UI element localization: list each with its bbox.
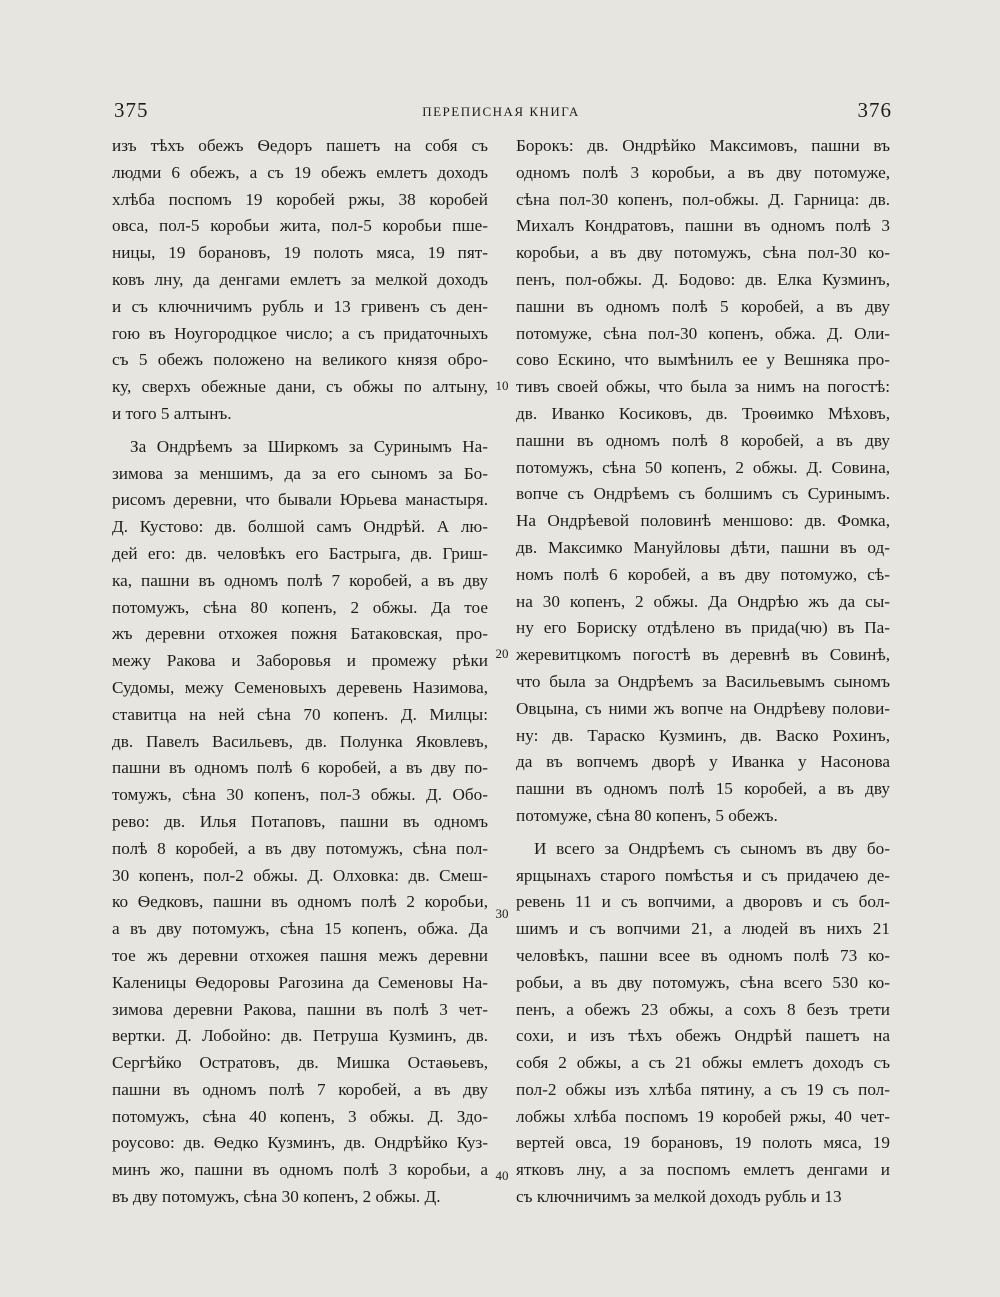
text-line: что была за Ондрѣемъ за Васильевымъ сыномъ — [516, 671, 890, 691]
text-line: Судомы, межу Семеновыхъ деревень Назимова, — [112, 677, 488, 697]
text-line: Борокъ: дв. Ондрѣйко Максимовъ, пашни въ — [516, 136, 890, 155]
text-line: пашни въ одномъ полѣ 8 коробей, а въ дву — [516, 430, 890, 450]
text-line: дей его: дв. человѣкъ его Бастрыга, дв. Гриш- — [112, 543, 488, 563]
text-line: ну: дв. Тараско Кузминъ, дв. Васко Рохинъ, — [516, 725, 890, 745]
text-line: За Ондрѣемъ за Ширкомъ за Суринымъ На- — [130, 436, 488, 456]
text-line: потомужъ, сѣна 80 копенъ, 2 обжы. Да тое — [112, 597, 488, 617]
text-line: сово Ескино, что вымѣнилъ ее у Вешняка про- — [516, 350, 890, 370]
text-line: зимова деревни Ракова, пашни въ полѣ 3 чет- — [112, 999, 488, 1019]
text-line: и того 5 алтынъ. — [112, 403, 232, 423]
text-line: сѣна пол-30 копенъ, пол-обжы. Д. Гарница: дв. — [516, 189, 890, 209]
line-marker: 10 — [495, 378, 509, 393]
text-line: Михалъ Кондратовъ, пашни въ одномъ полѣ 3 — [516, 216, 890, 236]
line-marker: 40 — [495, 1168, 509, 1183]
page-header — [108, 98, 894, 128]
text-line: рево: дв. Илья Потаповъ, пашни въ одномъ — [112, 811, 488, 831]
text-line: пол-2 обжы изъ хлѣба пятину, а съ 19 съ пол- — [516, 1079, 890, 1099]
text-line: сохи, и изъ тѣхъ обежъ Ондрѣй пашетъ на — [516, 1026, 890, 1046]
text-line: ятковъ лну, а за поспомъ емлетъ денгами и — [516, 1160, 890, 1180]
text-line: дв. Максимко Мануйловы дѣти, пашни въ од- — [516, 537, 890, 557]
text-line: зимова за меншимъ, да за его сыномъ за Бо- — [112, 463, 488, 483]
text-line: ярщынахъ старого помѣстья и съ придачею де- — [516, 865, 890, 885]
left-text-column — [112, 133, 488, 1211]
text-line: Д. Кустово: дв. болшой самъ Ондрѣй. А лю- — [112, 517, 488, 537]
text-line: пенъ, а обежъ 23 обжы, а сохъ 8 безъ трети — [516, 999, 890, 1019]
text-line: пашни въ одномъ полѣ 15 коробей, а въ дву — [516, 779, 890, 799]
text-line: пенъ, пол-обжы. Д. Бодово: дв. Елка Кузминъ, — [516, 269, 890, 289]
text-line: на 30 копенъ, 2 обжы. Да Ондрѣю жъ да сы- — [516, 591, 890, 611]
text-line: тое жъ деревни отхожея пашня межъ деревни — [112, 945, 488, 965]
text-line: ревень 11 и съ вопчими, а дворовъ и съ бол- — [516, 892, 890, 912]
text-line: ко Ѳедковъ, пашни въ одномъ полѣ 2 коробьи, — [112, 892, 488, 912]
text-line: жъ деревни отхожея пожня Батаковская, про- — [112, 624, 488, 644]
text-line: человѣкъ, пашни всее въ одномъ полѣ 73 ко- — [516, 945, 890, 965]
text-line: ку, сверхъ обежные дани, съ обжы по алтыну, — [112, 377, 488, 397]
text-line: вопче съ Ондрѣемъ съ болшимъ съ Суринымъ. — [516, 484, 890, 504]
text-line: потомуже, сѣна 80 копенъ, 5 обежъ. — [516, 805, 778, 825]
line-marker: 30 — [495, 906, 509, 921]
text-line: собя 2 обжы, а съ 21 обжы емлетъ доходъ съ — [516, 1053, 890, 1073]
text-line: тивъ своей обжы, что была за нимъ на погостѣ: — [516, 377, 890, 397]
text-line: вертки. Д. Лобойно: дв. Петруша Кузминъ, дв. — [112, 1026, 488, 1046]
text-line: 30 копенъ, пол-2 обжы. Д. Олховка: дв. Смеш- — [112, 865, 488, 885]
text-line: людми 6 обежъ, а съ 19 обежъ емлетъ доходъ — [112, 162, 488, 182]
text-line: въ дву потомужъ, сѣна 30 копенъ, 2 обжы. Д. — [112, 1187, 441, 1207]
text-line: дв. Павелъ Васильевъ, дв. Полунка Яковлевъ, — [112, 731, 488, 751]
right-text-column — [516, 133, 890, 1211]
text-line: коробьи, а въ дву потомужъ, сѣна пол-30 ко- — [516, 243, 890, 263]
text-line: И всего за Ондрѣемъ съ сыномъ въ дву бо- — [534, 838, 890, 858]
text-line: Каленицы Ѳедоровы Рагозина да Семеновы На- — [112, 972, 488, 992]
text-line: потомужъ, сѣна 50 копенъ, 2 обжы. Д. Совина, — [516, 457, 890, 477]
text-line: ставитца на ней сѣна 70 копенъ. Д. Милцы: — [112, 704, 488, 724]
text-line: межу Ракова и Заборовья и промежу рѣки — [112, 651, 488, 671]
text-line: съ 5 обежъ положено на великого князя обро- — [112, 350, 488, 370]
text-line: вертей овса, 19 борановъ, 19 полоть мяса, 19 — [516, 1133, 890, 1153]
text-line: номъ полѣ 6 коробей, а въ дву потомужо, сѣ- — [516, 564, 890, 584]
text-line: На Ондрѣевой половинѣ меншово: дв. Фомка, — [516, 511, 890, 531]
text-line: ка, пашни въ одномъ полѣ 7 коробей, а въ дву — [112, 570, 488, 590]
text-line: лобжы хлѣба поспомъ 19 коробей ржы, 40 чет- — [516, 1106, 890, 1126]
text-line: пашни въ одномъ полѣ 7 коробей, а въ дву — [112, 1079, 488, 1099]
text-line: дв. Иванко Косиковъ, дв. Троѳимко Мѣховъ, — [516, 403, 890, 423]
right-page-number: 376 — [857, 98, 892, 122]
text-line: пашни въ одномъ полѣ 5 коробей, а въ дву — [516, 296, 890, 316]
text-line: робьи, а въ дву потомужъ, сѣна всего 530 ко- — [516, 972, 890, 992]
text-line: одномъ полѣ 3 коробьи, а въ дву потомуже, — [516, 162, 890, 182]
text-line: ковъ лну, да денгами емлетъ за мелкой доходъ — [112, 269, 488, 289]
text-line: ницы, 19 борановъ, 19 полоть мяса, 19 пят- — [112, 243, 488, 263]
text-line: томужъ, сѣна 30 копенъ, пол-3 обжы. Д. Обо- — [112, 785, 488, 805]
text-line: жеревитцкомъ погостѣ въ деревнѣ въ Совинѣ, — [516, 645, 890, 665]
text-line: полѣ 8 коробей, а въ дву потомужъ, сѣна пол- — [112, 838, 488, 858]
text-line: хлѣба поспомъ 19 коробей ржы, 38 коробей — [112, 189, 488, 209]
text-line: съ ключничимъ за мелкой доходъ рубль и 13 — [516, 1187, 842, 1207]
text-line: роусово: дв. Ѳедко Кузминъ, дв. Ондрѣйко Куз- — [112, 1133, 488, 1153]
text-line: Овцына, съ ними жъ вопче на Ондрѣеву полови- — [516, 698, 890, 718]
text-line: шимъ и съ вопчими 21, а людей въ нихъ 21 — [516, 919, 890, 939]
text-line: а въ дву потомужъ, сѣна 15 копенъ, обжа. Да — [112, 919, 488, 939]
text-line: минъ жо, пашни въ одномъ полѣ 3 коробьи, а — [112, 1160, 488, 1180]
text-line: рисомъ деревни, что бывали Юрьева манастыря. — [112, 490, 488, 510]
text-line: и съ ключничимъ рубль и 13 гривенъ съ ден- — [112, 296, 488, 316]
running-title: ПЕРЕПИСНАЯ КНИГА — [422, 104, 580, 119]
text-line: пашни въ одномъ полѣ 6 коробей, а въ дву по- — [112, 758, 488, 778]
text-line: Сергѣйко Остратовъ, дв. Мишка Остаѳьевъ, — [112, 1053, 488, 1073]
text-line: овса, пол-5 коробьи жита, пол-5 коробьи пше- — [112, 216, 488, 236]
text-line: изъ тѣхъ обежъ Ѳедоръ пашетъ на собя съ — [112, 136, 488, 155]
text-line: да въ вопчемъ дворѣ у Иванка у Насонова — [516, 752, 890, 772]
line-marker: 20 — [495, 646, 509, 661]
text-line: ну его Бориску отдѣлено въ прида(чю) въ Па- — [516, 618, 890, 638]
left-page-number: 375 — [114, 98, 149, 122]
text-line: потомужъ, сѣна 40 копенъ, 3 обжы. Д. Здо- — [112, 1106, 488, 1126]
text-line: потомуже, сѣна пол-30 копенъ, обжа. Д. Оли- — [516, 323, 890, 343]
text-line: гою въ Ноугородцкое число; а съ придаточныхъ — [112, 323, 488, 343]
